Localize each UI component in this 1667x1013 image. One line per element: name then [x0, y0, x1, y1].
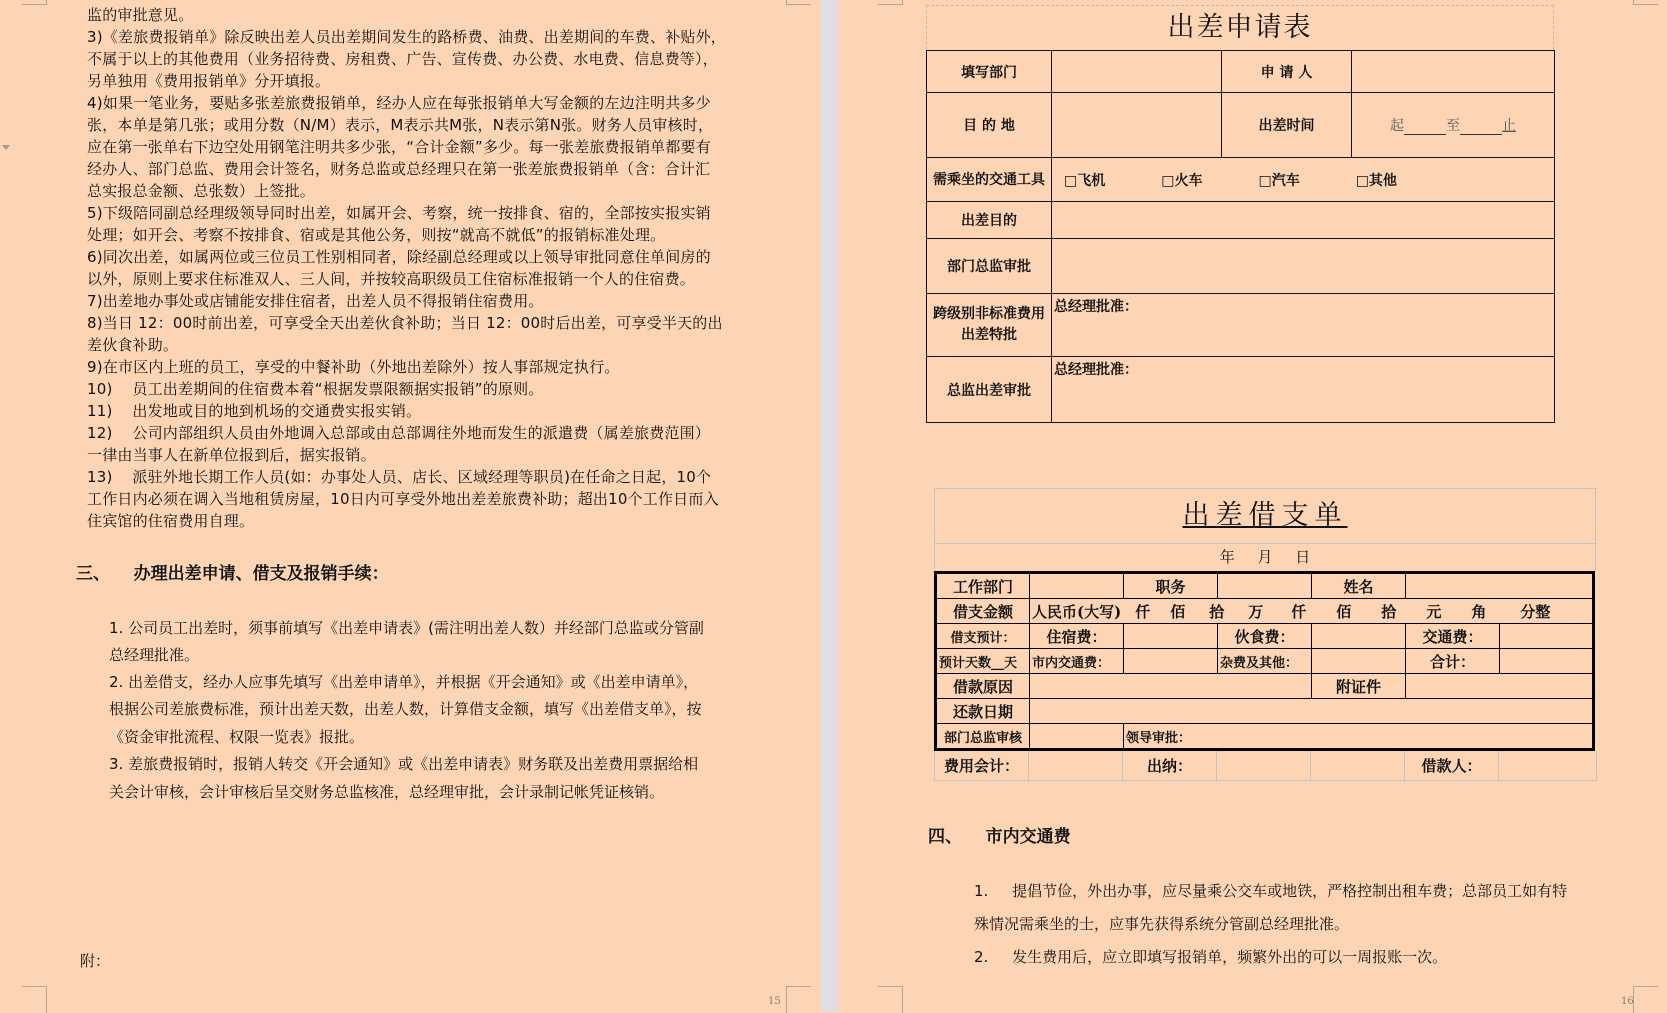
time-end-label: 止	[1502, 118, 1516, 134]
policy-line: 一律由当事人在新单位报到后，据实报销。	[87, 446, 376, 464]
loan-amount-label: 借支金额	[936, 599, 1030, 624]
section-3-line: 1. 公司员工出差时，须事前填写《出差申请表》(需注明出差人数）并经部门总监或分管副	[109, 619, 704, 637]
unit-jiao: 角	[1471, 602, 1487, 621]
time-to-blank[interactable]	[1460, 120, 1502, 135]
policy-line: 工作日内必须在调入当地租赁房屋，10日内可享受外地出差差旅费补助；超出10个工作日而入	[87, 490, 719, 508]
purpose-field[interactable]	[1052, 202, 1555, 239]
unit-wan: 万	[1248, 602, 1264, 621]
unit-bai: 佰	[1170, 602, 1186, 621]
policy-line: 8)当日 12：00时前出差，可享受全天出差伙食补助；当日 12：00时后出差，可享受半天的出	[87, 314, 723, 332]
applicant-label: 申 请 人	[1222, 51, 1352, 93]
travel-loan-form	[934, 488, 1596, 781]
attachments-label: 附证件	[1312, 674, 1406, 699]
loan-title-row	[934, 488, 1596, 544]
misc-label: 杂费及其他：	[1218, 649, 1312, 674]
destination-field[interactable]	[1052, 93, 1222, 158]
policy-line: 10) 员工出差期间的住宿费本着“根据发票限额据实报销”的原则。	[87, 380, 544, 398]
crop-mark-top-left	[878, 0, 903, 5]
leader-approval-field[interactable]: 领导审批：	[1124, 724, 1594, 750]
section-4-line: 2. 发生费用后，应立即填写报销单，频繁外出的可以一周报账一次。	[974, 948, 1448, 966]
dept-director-label: 部门总监审批	[927, 239, 1052, 294]
rmb-uppercase-label: 人民币(大写)	[1032, 602, 1122, 621]
loan-table	[934, 571, 1595, 751]
collapse-marker-icon[interactable]	[2, 145, 10, 150]
dept-director-field[interactable]	[1052, 239, 1555, 294]
blank-cell	[1311, 751, 1405, 781]
policy-line: 处理；如开会、考察不按排食、宿或是其他公务，则按“就高不就低”的报销标准处理。	[87, 226, 666, 244]
unit-shi-2: 拾	[1381, 602, 1397, 621]
dept-field[interactable]	[1052, 51, 1222, 93]
policy-line: 4)如果一笔业务，要贴多张差旅费报销单，经办人应在每张报销单大写金额的左边注明共多少	[87, 94, 711, 112]
crop-mark-bottom-right	[1633, 986, 1658, 1013]
crop-mark-top-right	[786, 0, 811, 5]
transport-checkbox-car[interactable]: □汽车	[1258, 172, 1300, 189]
section-3-line: 2. 出差借支，经办人应事先填写《出差申请单》，并根据《开会通知》或《出差申请单》，	[109, 673, 699, 691]
applicant-field[interactable]	[1352, 51, 1555, 93]
travel-time-field[interactable]	[1352, 93, 1555, 158]
policy-line: 6)同次出差，如属两位或三位员工性别相同者，除经副总经理或以上领导审批同意住单间房的	[87, 248, 711, 266]
special-approval-label: 跨级别非标准费用出差特批	[927, 294, 1052, 357]
time-to-label: 至	[1446, 118, 1460, 134]
policy-line: 3)《差旅费报销单》除反映出差人员出差期间发生的路桥费、油费、出差期间的车费、补贴外，	[87, 28, 726, 46]
section-3-heading: 三、 办理出差申请、借支及报销手续：	[76, 564, 389, 584]
section-3-line: 总经理批准。	[109, 646, 200, 664]
crop-mark-bottom-left	[22, 986, 47, 1013]
accountant-label: 费用会计：	[935, 751, 1029, 781]
director-trip-label: 总监出差审批	[927, 357, 1052, 423]
city-transport-field[interactable]	[1124, 649, 1218, 674]
meals-label: 伙食费：	[1218, 624, 1312, 649]
travel-application-form	[926, 5, 1554, 423]
loan-date[interactable]: 年 月 日	[934, 544, 1596, 571]
policy-line: 另单独用《费用报销单》分开填报。	[87, 72, 331, 90]
section-3-line: 3. 差旅费报销时，报销人转交《开会通知》或《出差申请表》财务联及出差费用票据给相	[109, 755, 699, 773]
cashier-field[interactable]	[1217, 751, 1311, 781]
unit-yuan: 元	[1426, 602, 1442, 621]
unit-qian-2: 仟	[1291, 602, 1307, 621]
section-4-line: 1. 提倡节俭，外出办事，应尽量乘公交车或地铁，严格控制出租车费；总部员工如有特	[974, 882, 1568, 900]
appendix-label: 附：	[80, 952, 111, 970]
meals-field[interactable]	[1312, 624, 1406, 649]
section-3-line: 关会计审核，会计审核后呈交财务总监核准，总经理审批，会计录制记帐凭证核销。	[109, 783, 665, 801]
dept-director-review-field[interactable]	[1030, 724, 1124, 750]
dept-director-review-label: 部门总监审核	[936, 724, 1030, 750]
lodging-label: 住宿费：	[1030, 624, 1124, 649]
section-4-line: 殊情况需乘坐的士，应事先获得系统分管副总经理批准。	[974, 915, 1350, 933]
name-label: 姓名	[1312, 573, 1406, 599]
unit-bai-2: 佰	[1336, 602, 1352, 621]
form-title: 出差申请表	[926, 5, 1554, 50]
document-page-15	[0, 0, 820, 1012]
special-approval-field[interactable]: 总经理批准：	[1052, 294, 1555, 357]
loan-amount-field[interactable]	[1030, 599, 1594, 624]
section-3-line: 《资金审批流程、权限一览表》报批。	[109, 728, 365, 746]
policy-line: 不属于以上的其他费用（业务招待费、房租费、广告、宣传费、办公费、水电费、信息费等），	[87, 50, 718, 68]
total-field[interactable]	[1500, 649, 1594, 674]
estimated-days-label[interactable]: 预计天数__天	[936, 649, 1030, 674]
position-field[interactable]	[1218, 573, 1312, 599]
policy-line: 9)在市区内上班的员工，享受的中餐补助（外地出差除外）按人事部规定执行。	[87, 358, 620, 376]
transport-fee-label: 交通费：	[1406, 624, 1500, 649]
transport-checkbox-plane[interactable]: □飞机	[1064, 172, 1106, 189]
policy-line: 监的审批意见。	[87, 6, 194, 24]
travel-time-label: 出差时间	[1222, 93, 1352, 158]
work-dept-label: 工作部门	[936, 573, 1030, 599]
unit-fen: 分整	[1520, 602, 1551, 621]
loan-reason-field[interactable]	[1030, 674, 1312, 699]
section-4-heading: 四、 市内交通费	[928, 827, 1071, 847]
policy-line: 12) 公司内部组织人员由外地调入总部或由总部调往外地而发生的派遣费（属差旅费范围）	[87, 424, 711, 442]
crop-mark-bottom-left	[878, 986, 903, 1013]
city-transport-label: 市内交通费：	[1030, 649, 1124, 674]
loan-estimate-label: 借支预计：	[936, 624, 1030, 649]
policy-line: 总实报总金额、总张数）上签批。	[87, 182, 316, 200]
director-trip-field[interactable]: 总经理批准：	[1052, 357, 1555, 423]
name-field[interactable]	[1406, 573, 1594, 599]
policy-line: 张，本单是第几张；或用分数（N/M）表示，M表示共M张，N表示第N张。财务人员审核时，	[87, 116, 714, 134]
policy-line: 应在第一张单右下边空处用钢笔注明共多少张，“合计金额”多少。每一张差旅费报销单都要有	[87, 138, 711, 156]
repay-date-label: 还款日期	[936, 699, 1030, 724]
policy-line: 13) 派驻外地长期工作人员(如：办事处人员、店长、区域经理等职员)在任命之日起，10个	[87, 468, 712, 486]
position-label: 职务	[1124, 573, 1218, 599]
accountant-field[interactable]	[1029, 751, 1123, 781]
page-number: 15	[768, 996, 781, 1007]
crop-mark-top-left	[22, 0, 47, 5]
policy-line: 11) 出发地或目的地到机场的交通费实报实销。	[87, 402, 422, 420]
loan-form-title: 出差借支单	[1182, 500, 1348, 531]
dept-label: 填写部门	[927, 51, 1052, 93]
transport-label: 需乘坐的交通工具	[927, 158, 1052, 202]
transport-options	[1052, 158, 1555, 202]
work-dept-field[interactable]	[1030, 573, 1124, 599]
attachments-field[interactable]	[1406, 674, 1594, 699]
time-from-blank[interactable]	[1404, 120, 1446, 135]
repay-date-field[interactable]	[1030, 699, 1594, 724]
total-label: 合计：	[1406, 649, 1500, 674]
loan-signature-row	[934, 751, 1597, 781]
destination-label: 目 的 地	[927, 93, 1052, 158]
loan-reason-label: 借款原因	[936, 674, 1030, 699]
time-from-label: 起	[1390, 118, 1404, 134]
borrower-field[interactable]	[1499, 751, 1597, 781]
lodging-field[interactable]	[1124, 624, 1218, 649]
section-3-line: 根据公司差旅费标准，预计出差天数，出差人数，计算借支金额，填写《出差借支单》，按	[109, 700, 702, 718]
page-number: 16	[1621, 996, 1634, 1007]
borrower-label: 借款人：	[1405, 751, 1499, 781]
unit-shi: 拾	[1209, 602, 1225, 621]
unit-qian: 仟	[1135, 602, 1151, 621]
policy-line: 以外，原则上要求住标准双人、三人间，并按较高职级员工住宿标准报销一个人的住宿费。	[87, 270, 696, 288]
misc-field[interactable]	[1312, 649, 1406, 674]
crop-mark-bottom-right	[786, 986, 811, 1013]
policy-line: 7)出差地办事处或店铺能安排住宿者，出差人员不得报销住宿费用。	[87, 292, 544, 310]
transport-checkbox-other[interactable]: □其他	[1355, 172, 1397, 189]
policy-line: 5)下级陪同副总经理级领导同时出差，如属开会、考察，统一按排食、宿的，全部按实报实销	[87, 204, 711, 222]
application-table	[926, 50, 1555, 423]
cashier-label: 出纳：	[1123, 751, 1217, 781]
policy-line: 经办人、部门总监、费用会计签名，财务总监或总经理只在第一张差旅费报销单（含：合计汇	[87, 160, 711, 178]
transport-checkbox-train[interactable]: □火车	[1161, 172, 1203, 189]
transport-fee-field[interactable]	[1500, 624, 1594, 649]
crop-mark-top-right	[1633, 0, 1658, 5]
page-gutter	[820, 0, 838, 1012]
policy-line: 住宾馆的住宿费用自理。	[87, 512, 255, 530]
purpose-label: 出差目的	[927, 202, 1052, 239]
policy-line: 差伙食补助。	[87, 336, 179, 354]
